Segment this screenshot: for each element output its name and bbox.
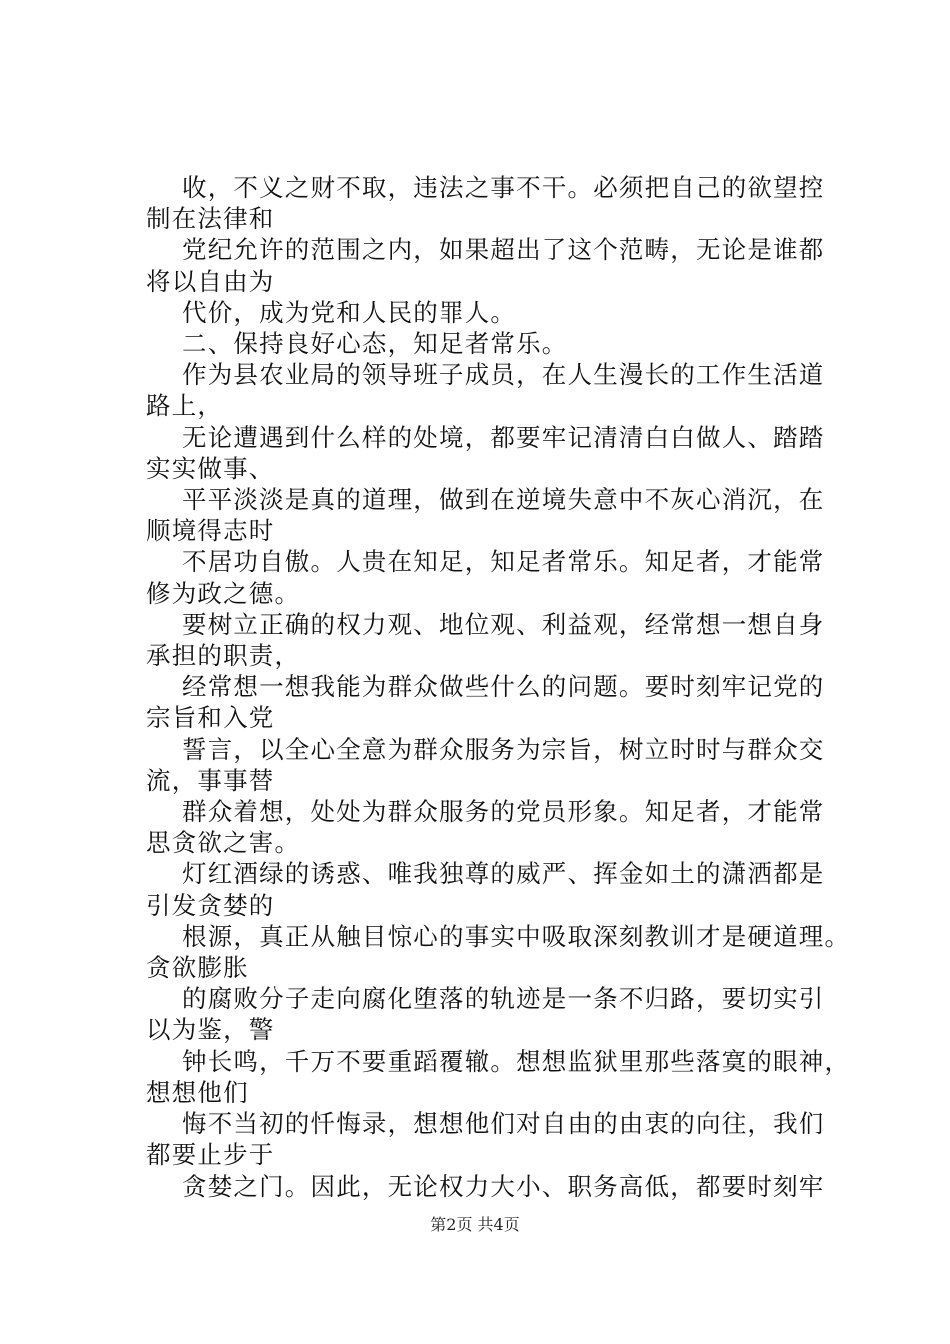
page-footer [0, 1215, 950, 1235]
text-line: 经常想一想我能为群众做些什么的问题。要时刻牢记党的 [182, 672, 825, 702]
text-line: 不居功自傲。人贵在知足，知足者常乐。知足者，才能常 [182, 547, 825, 577]
text-line: 悔不当初的忏悔录，想想他们对自由的由衷的向往，我们 [182, 1109, 825, 1139]
text-line: 修为政之德。 [146, 578, 301, 608]
text-line: 钟长鸣，千万不要重蹈覆辙。想想监狱里那些落寞的眼神， [182, 1046, 851, 1076]
text-line: 群众着想，处处为群众服务的党员形象。知足者，才能常 [182, 797, 825, 827]
text-line: 收，不义之财不取，违法之事不干。必须把自己的欲望控 [182, 173, 825, 202]
text-line: 想想他们 [146, 1077, 249, 1107]
text-line: 无论遭遇到什么样的处境，都要牢记清清白白做人、踏踏 [182, 422, 825, 452]
text-line: 承担的职责， [146, 641, 301, 671]
text-line: 贪婪之门。因此，无论权力大小、职务高低，都要时刻牢 [182, 1171, 825, 1201]
text-line: 将以自由为 [146, 266, 275, 296]
text-line: 制在法律和 [146, 204, 275, 234]
text-line: 都要止步于 [146, 1140, 275, 1170]
text-line: 以为鉴，警 [146, 1015, 275, 1045]
text-line: 路上， [146, 391, 224, 421]
text-line: 顺境得志时 [146, 516, 275, 546]
text-line: 代价，成为党和人民的罪人。 [182, 297, 517, 327]
text-line: 引发贪婪的 [146, 890, 275, 920]
text-line: 灯红酒绿的诱惑、唯我独尊的威严、挥金如土的潇洒都是 [182, 859, 825, 889]
text-line: 党纪允许的范围之内，如果超出了这个范畴，无论是谁都 [182, 235, 825, 265]
page-number-label: 第2页 共4页 [430, 1215, 520, 1234]
text-line: 要树立正确的权力观、地位观、利益观，经常想一想自身 [182, 609, 825, 639]
body-text [146, 172, 851, 1202]
text-line: 贪欲膨胀 [146, 953, 249, 983]
text-line: 根源，真正从触目惊心的事实中吸取深刻教训才是硬道理。 [182, 921, 851, 951]
text-line: 作为县农业局的领导班子成员，在人生漫长的工作生活道 [182, 360, 825, 390]
section-heading: 二、保持良好心态，知足者常乐。 [182, 329, 568, 359]
text-line: 思贪欲之害。 [146, 828, 301, 858]
text-line: 的腐败分子走向腐化堕落的轨迹是一条不归路，要切实引 [182, 984, 825, 1014]
text-line: 平平淡淡是真的道理，做到在逆境失意中不灰心消沉，在 [182, 485, 825, 515]
text-line: 宗旨和入党 [146, 703, 275, 733]
text-line: 誓言，以全心全意为群众服务为宗旨，树立时时与群众交 [182, 734, 825, 764]
text-line: 实实做事、 [146, 453, 275, 483]
text-line: 流，事事替 [146, 765, 275, 795]
